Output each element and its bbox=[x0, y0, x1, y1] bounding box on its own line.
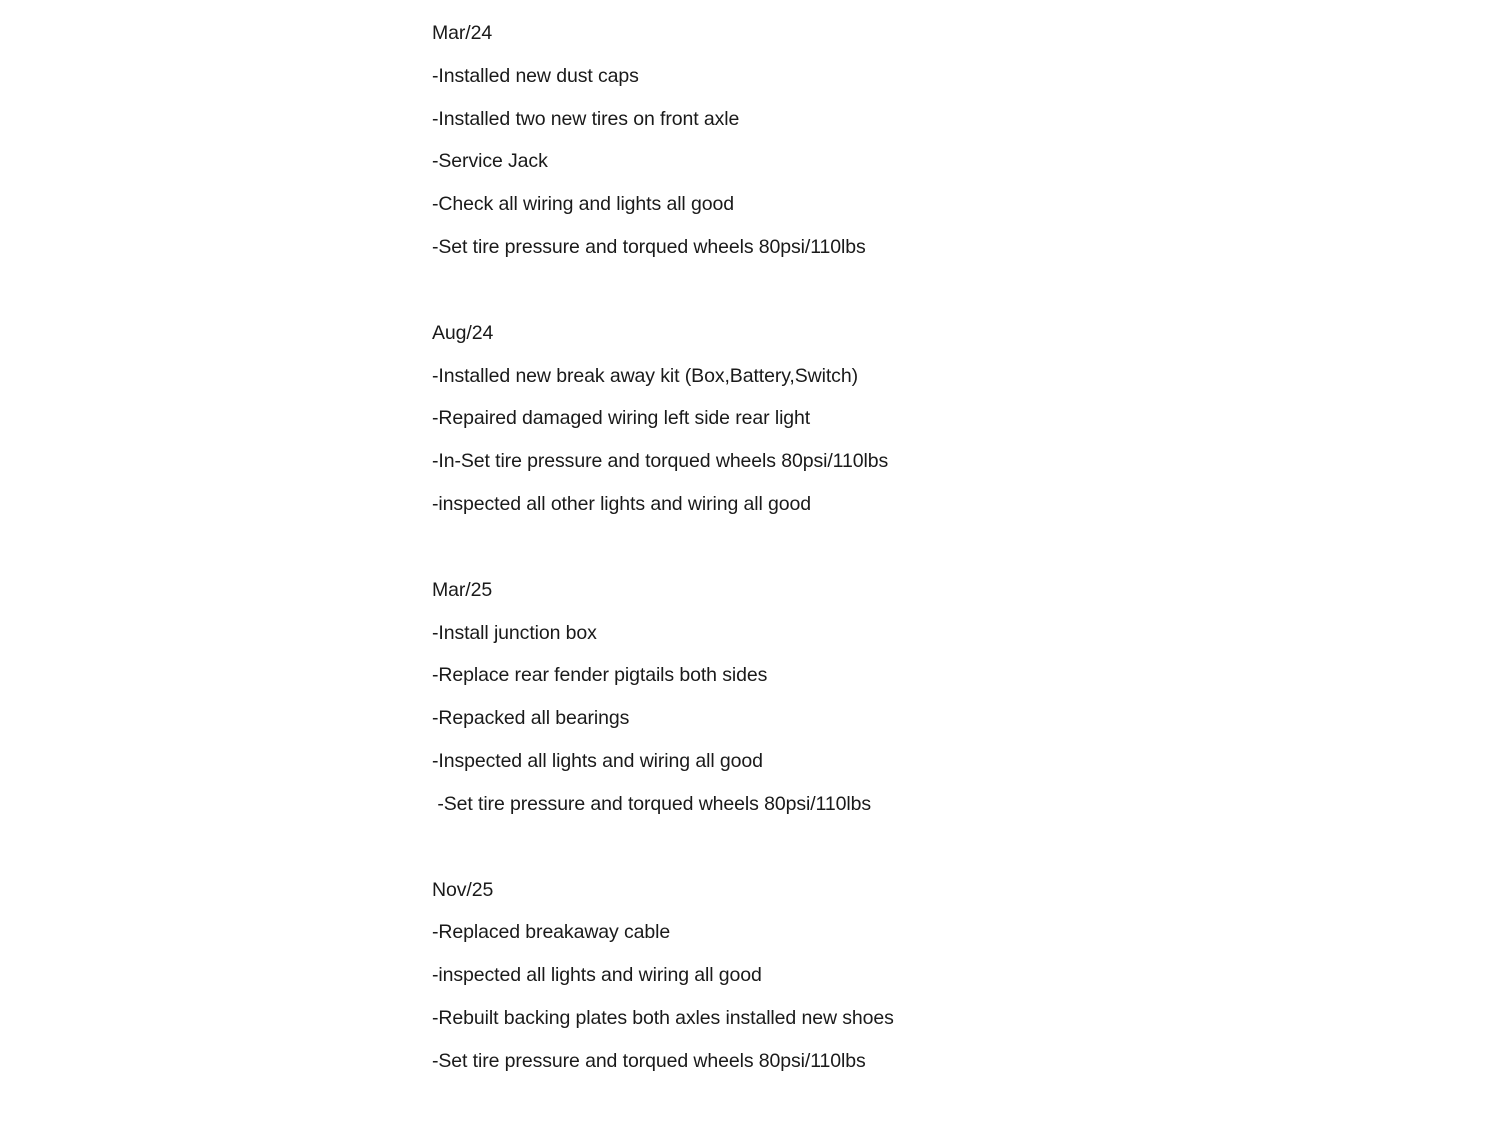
entry-item: -inspected all lights and wiring all good bbox=[432, 964, 762, 987]
log-entry-mar-25 bbox=[432, 569, 992, 826]
log-entry-aug-24 bbox=[432, 312, 992, 526]
entry-item: -Repacked all bearings bbox=[432, 707, 630, 730]
entry-item: -Repaired damaged wiring left side rear light bbox=[432, 407, 811, 430]
entry-item: -Set tire pressure and torqued wheels 80psi/110lbs bbox=[432, 1049, 866, 1072]
entry-date: Aug/24 bbox=[432, 321, 494, 344]
entry-item: -Check all wiring and lights all good bbox=[432, 193, 734, 216]
entry-item: -Installed new dust caps bbox=[432, 64, 639, 87]
log-entry-mar-24 bbox=[432, 12, 992, 269]
entry-item: -Service Jack bbox=[432, 150, 548, 173]
entry-item: -Installed new break away kit (Box,Battery,Switch) bbox=[432, 364, 858, 387]
log-entry-nov-25 bbox=[432, 869, 992, 1083]
document-page bbox=[432, 12, 992, 1126]
entry-item: -Replace rear fender pigtails both sides bbox=[432, 664, 768, 687]
entry-item: -Inspected all lights and wiring all good bbox=[432, 749, 763, 772]
entry-date: Nov/25 bbox=[432, 878, 494, 901]
entry-item: -Rebuilt backing plates both axles installed new shoes bbox=[432, 1006, 894, 1029]
entry-item: -Installed two new tires on front axle bbox=[432, 107, 740, 130]
entry-item: -inspected all other lights and wiring all good bbox=[432, 492, 812, 515]
entry-date: Mar/24 bbox=[432, 22, 493, 44]
entry-item: -Install junction box bbox=[432, 621, 597, 644]
entry-item: -Replaced breakaway cable bbox=[432, 921, 671, 944]
entry-item: -In-Set tire pressure and torqued wheels 80psi/110lbs bbox=[432, 450, 889, 473]
entry-date: Mar/25 bbox=[432, 578, 493, 601]
entry-item: -Set tire pressure and torqued wheels 80psi/110lbs bbox=[432, 235, 866, 258]
entry-item: -Set tire pressure and torqued wheels 80psi/110lbs bbox=[432, 792, 871, 815]
